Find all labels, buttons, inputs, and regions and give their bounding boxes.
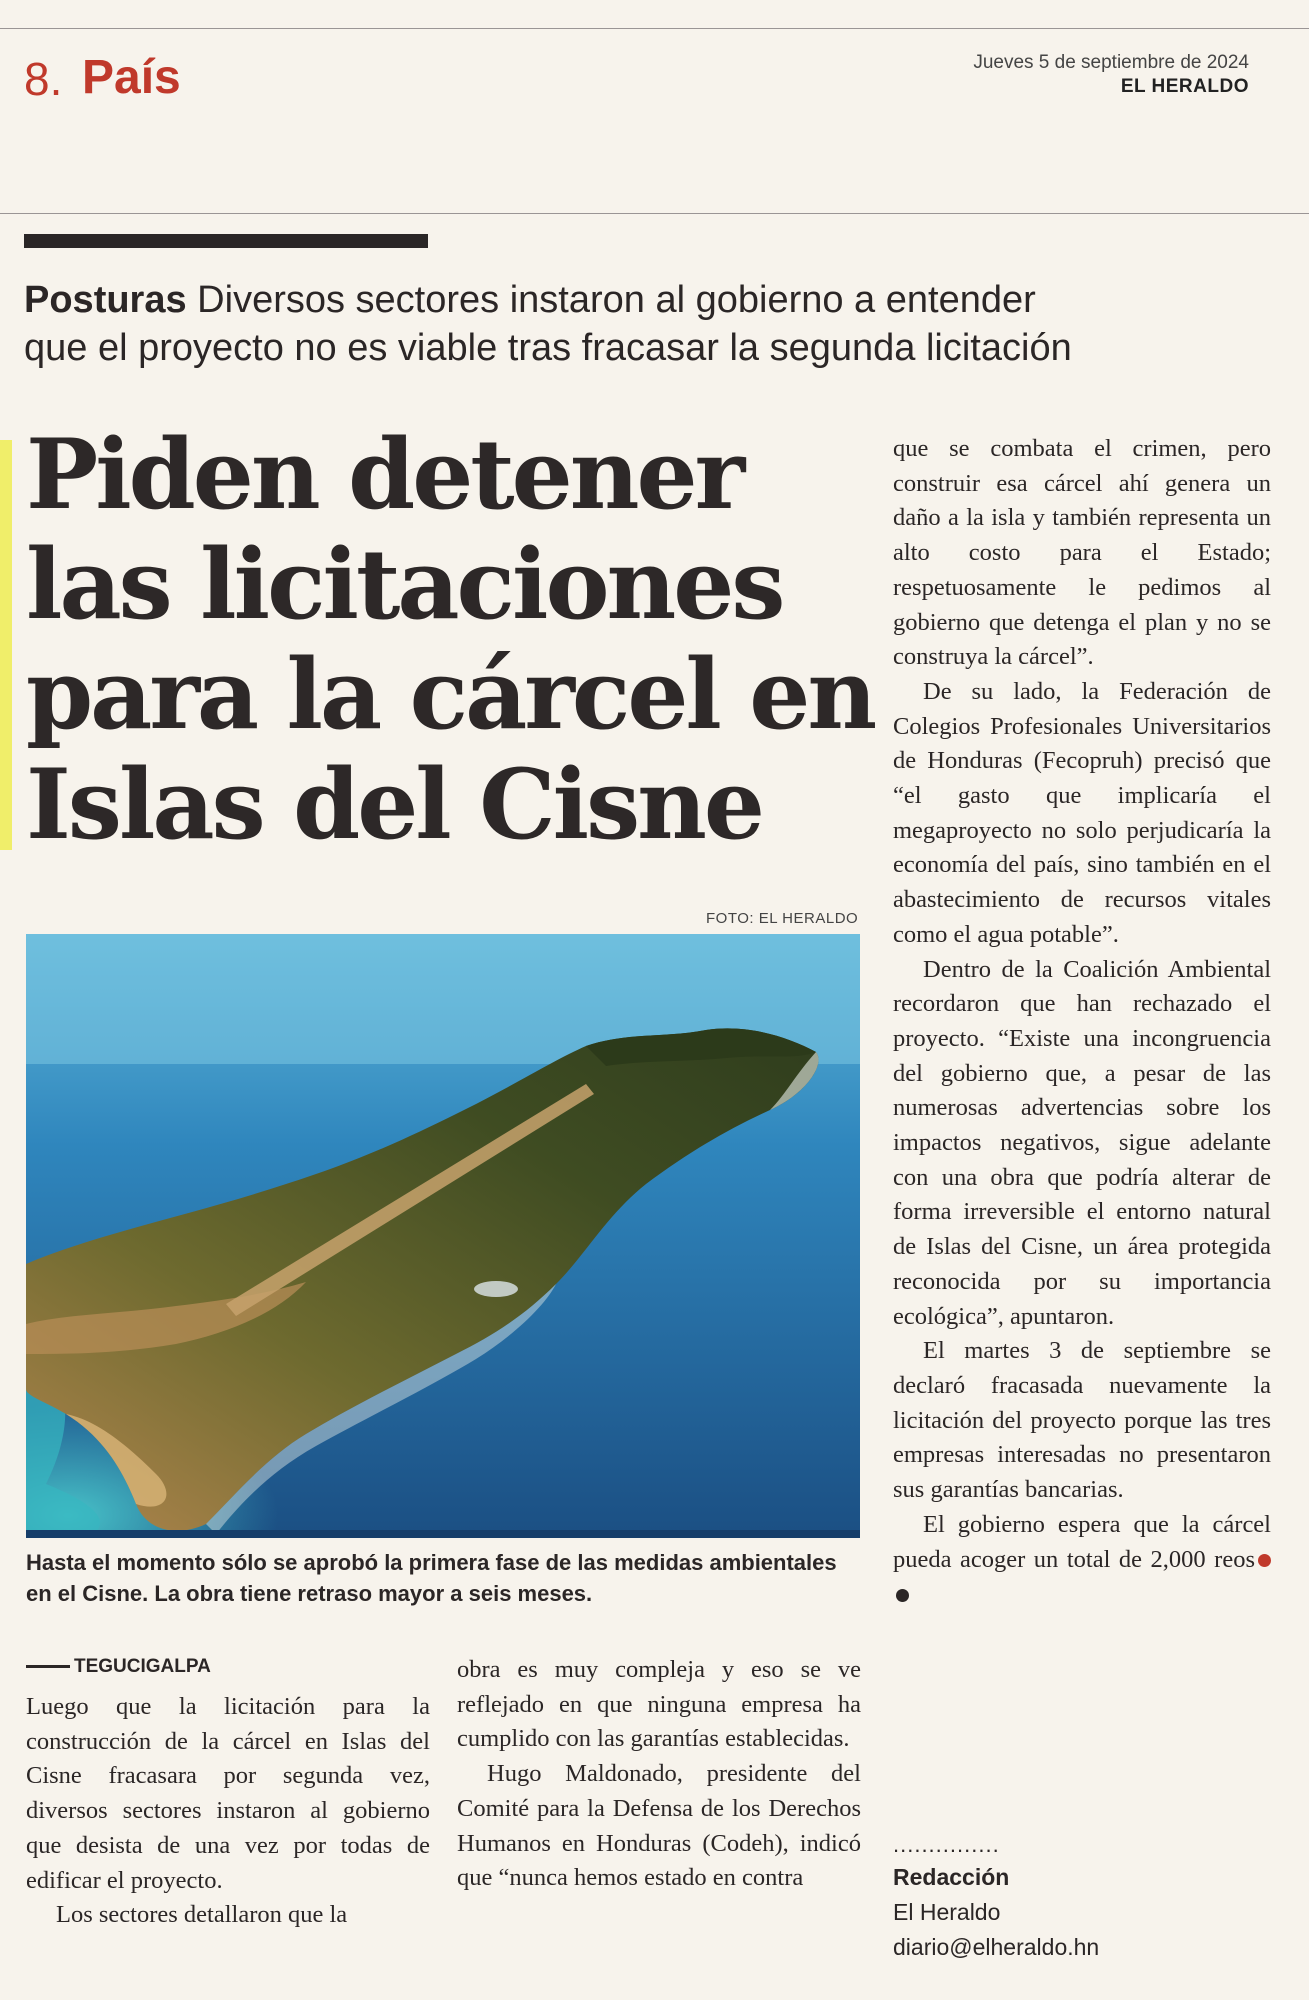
header-bottom-rule [0,213,1309,214]
island-photo [26,934,860,1538]
header-top-rule [0,28,1309,29]
margin-highlight [0,440,12,850]
dateline-dash [26,1665,70,1668]
article-column-3 [893,432,1271,1612]
photo-caption: Hasta el momento sólo se aprobó la primera fase de las medidas ambientales en el Cisne. La obra tiene retraso mayor a seis meses. [26,1550,837,1606]
deck-label: Posturas [24,279,187,321]
headline [26,420,886,860]
article-column-1 [26,1690,430,1933]
page-number: 8. [24,53,63,105]
newspaper-name: EL HERALDO [1120,76,1249,97]
dateline [26,1656,211,1678]
deck-line-1: Diversos sectores instaron al gobierno a entender [186,279,1036,321]
col1-paragraph-2: Los sectores detallaron que la [56,1901,348,1929]
headline-line-1: Piden detener [26,418,743,531]
headline-line-2: las licitaciones [26,528,783,641]
byline-name: Redacción [893,1864,1010,1890]
byline-email: diario@elheraldo.hn [893,1934,1100,1960]
deck [24,276,1264,372]
col3-paragraph-2: De su lado, la Federación de Colegios Profesionales Universitarios de Honduras (Fecopruh) precisó que “el gasto que implicaría el megaproyecto no solo perjudicaría la economía del país, sino también en el abastecimiento de recursos vitales como el agua potable”. [893,677,1271,948]
end-mark-red-icon [1258,1554,1271,1567]
col1-paragraph-1: Luego que la licitación para la construcción de la cárcel en Islas del Cisne fracasara por segunda vez, diversos sectores instaron al gobierno que desista de una vez por todas de edificar el proyecto. [26,1693,430,1894]
headline-line-4: Islas del Cisne [26,748,762,861]
byline-org: El Heraldo [893,1899,1001,1925]
deck-line-2: que el proyecto no es viable tras fracasar la segunda licitación [24,327,1072,369]
kicker-bar [24,234,428,248]
photo-credit: FOTO: EL HERALDO [706,910,859,927]
headline-line-3: para la cárcel en [26,638,875,751]
col3-paragraph-3: Dentro de la Coalición Ambiental recordaron que han rechazado el proyecto. “Existe una incongruencia del gobierno que, a pesar de las numerosas advertencias sobre los impactos negativos, sigue adelante con una obra que podría alterar de forma irreversible el entorno natural de Islas del Cisne, un área protegida reconocida por su importancia ecológica”, apuntaron. [893,955,1271,1330]
col2-paragraph-1: obra es muy compleja y eso se ve reflejado en que ninguna empresa ha cumplido con las garantías establecidas. [457,1656,861,1753]
section-title: País [82,51,181,104]
dateline-city: TEGUCIGALPA [74,1656,211,1677]
end-mark-dark-icon [896,1589,909,1602]
col3-paragraph-4: El martes 3 de septiembre se declaró fracasada nuevamente la licitación del proyecto porque las tres empresas interesadas no presentaron sus garantías bancarias. [893,1337,1271,1504]
col3-paragraph-1: que se combata el crimen, pero construir esa cárcel ahí genera un daño a la isla y también representa un alto costo para el Estado; respetuosamente le pedimos al gobierno que detenga el plan y no se construya la cárcel”. [893,435,1271,671]
issue-date: Jueves 5 de septiembre de 2024 [973,52,1249,73]
article-column-2 [457,1653,861,1896]
col2-paragraph-2: Hugo Maldonado, presidente del Comité para la Defensa de los Derechos Humanos en Honduras (Codeh), indicó que “nunca hemos estado en contra [457,1760,861,1892]
col3-paragraph-5-text: El gobierno espera que la cárcel pueda acoger un total de 2,000 reos [893,1510,1271,1573]
signature-separator: ............... [893,1832,1000,1857]
col3-paragraph-5 [893,1508,1271,1612]
